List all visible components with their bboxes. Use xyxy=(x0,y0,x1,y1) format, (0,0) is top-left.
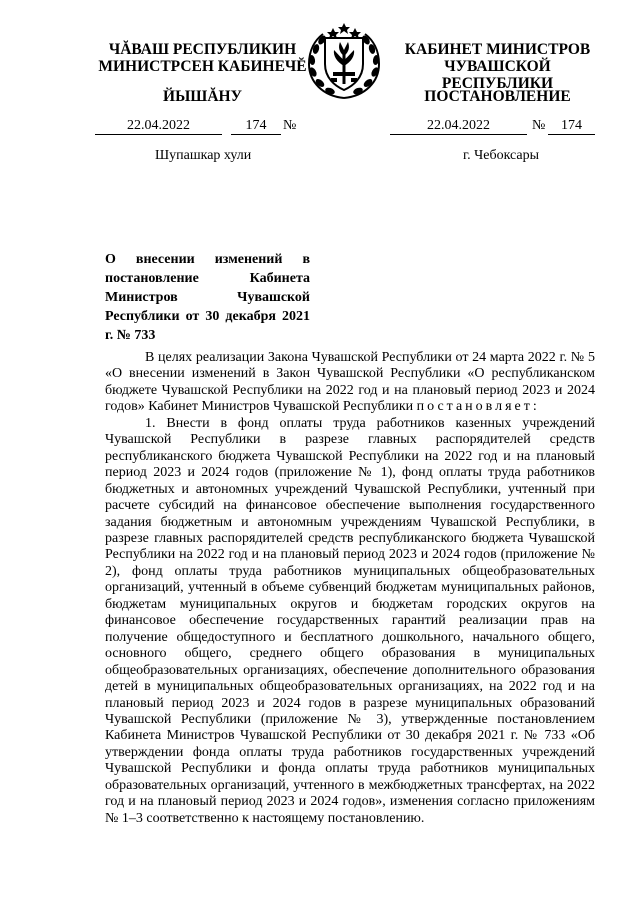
place-left: Шупашкар хули xyxy=(155,148,252,163)
date-right: 22.04.2022 xyxy=(390,118,527,135)
doc-type-left: ЙЫШĂНУ xyxy=(163,88,242,105)
number-sign-left: № xyxy=(283,118,297,133)
doc-type-right: ПОСТАНОВЛЕНИЕ xyxy=(424,88,571,105)
header-left-line1: ЧĂВАШ РЕСПУБЛИКИН xyxy=(108,41,297,58)
chuvash-coat-of-arms-icon xyxy=(303,20,385,100)
number-right: 174 xyxy=(548,118,595,135)
date-line-left xyxy=(95,118,310,136)
number-left: 174 xyxy=(231,118,281,135)
document-body xyxy=(105,350,595,827)
preamble-resolves: постановляет: xyxy=(416,399,540,415)
header-left xyxy=(95,41,310,75)
place-right: г. Чебоксары xyxy=(463,148,540,163)
header-right-line1: КАБИНЕТ МИНИСТРОВ xyxy=(404,41,591,58)
paragraph-preamble xyxy=(105,350,595,416)
date-line-right xyxy=(390,118,600,136)
paragraph-item-1: 1. Внести в фонд оплаты труда работников казенных учреждений Чувашской Республики в разрезе главных распорядителей средств республиканского бюджета Чувашской Республики на 2022 год и на плановый период 2023 и 2024 годов (приложение № 1), фонд оплаты труда работников бюджетных и автономных учреждений Чувашской Республики, учтенный при расчете субсидий на финансовое обеспечение выполнения государственного задания бюджетным и автономным учреждениям Чувашской Республики, в разрезе главных распорядителей средств республиканского бюджета Чувашской Республики на 2022 год и на плановый период 2023 и 2024 годов (приложение № 2), фонд оплаты труда работников муниципальных общеобразовательных организаций, учтенный в объеме субвенций бюджетам муниципальных районов, бюджетам муниципальных округов и бюджетам городских округов на финансовое обеспечение государственных гарантий реализации прав на получение общедоступного и бесплатного дошкольного, начального общего, основного общего, среднего общего образования в муниципальных общеобразовательных организациях, обеспечение дополнительного образования детей в муниципальных общеобразовательных организациях, на 2022 год и на плановый период 2023 и 2024 годов в разрезе муниципальных образований Чувашской Республики (приложение № 3), утвержденные постановлением Кабинета Министров Чувашской Республики от 30 декабря 2021 г. № 733 «Об утверждении фонда оплаты труда работников государственных учреждений Чувашской Республики и фонда оплаты труда работников муниципальных образовательных организаций, учтенного в межбюджетных трансфертах, на 2022 год и на плановый период 2023 и 2024 годов», изменения согласно приложениям № 1–3 соответственно к настоящему постановлению. xyxy=(105,415,595,826)
date-left: 22.04.2022 xyxy=(95,118,222,135)
preamble-text: В целях реализации Закона Чувашской Республики от 24 марта 2022 г. № 5 «О внесении изменений в Закон Чувашской Республики «О республиканском бюджете Чувашской Республики на 2022 год и на плановый период 2023 и 2024 годов» Кабинет Министров Чувашской Республики xyxy=(105,350,595,415)
header-right-line2: ЧУВАШСКОЙ РЕСПУБЛИКИ xyxy=(441,58,554,92)
document-title: О внесении изменений в постановление Кабинета Министров Чувашской Республики от 30 декабря 2021 г. № 733 xyxy=(105,252,310,343)
header-left-line2: МИНИСТРСЕН КАБИНЕЧĔ xyxy=(98,58,307,75)
number-sign-right: № xyxy=(532,118,546,133)
header-right xyxy=(390,41,605,92)
